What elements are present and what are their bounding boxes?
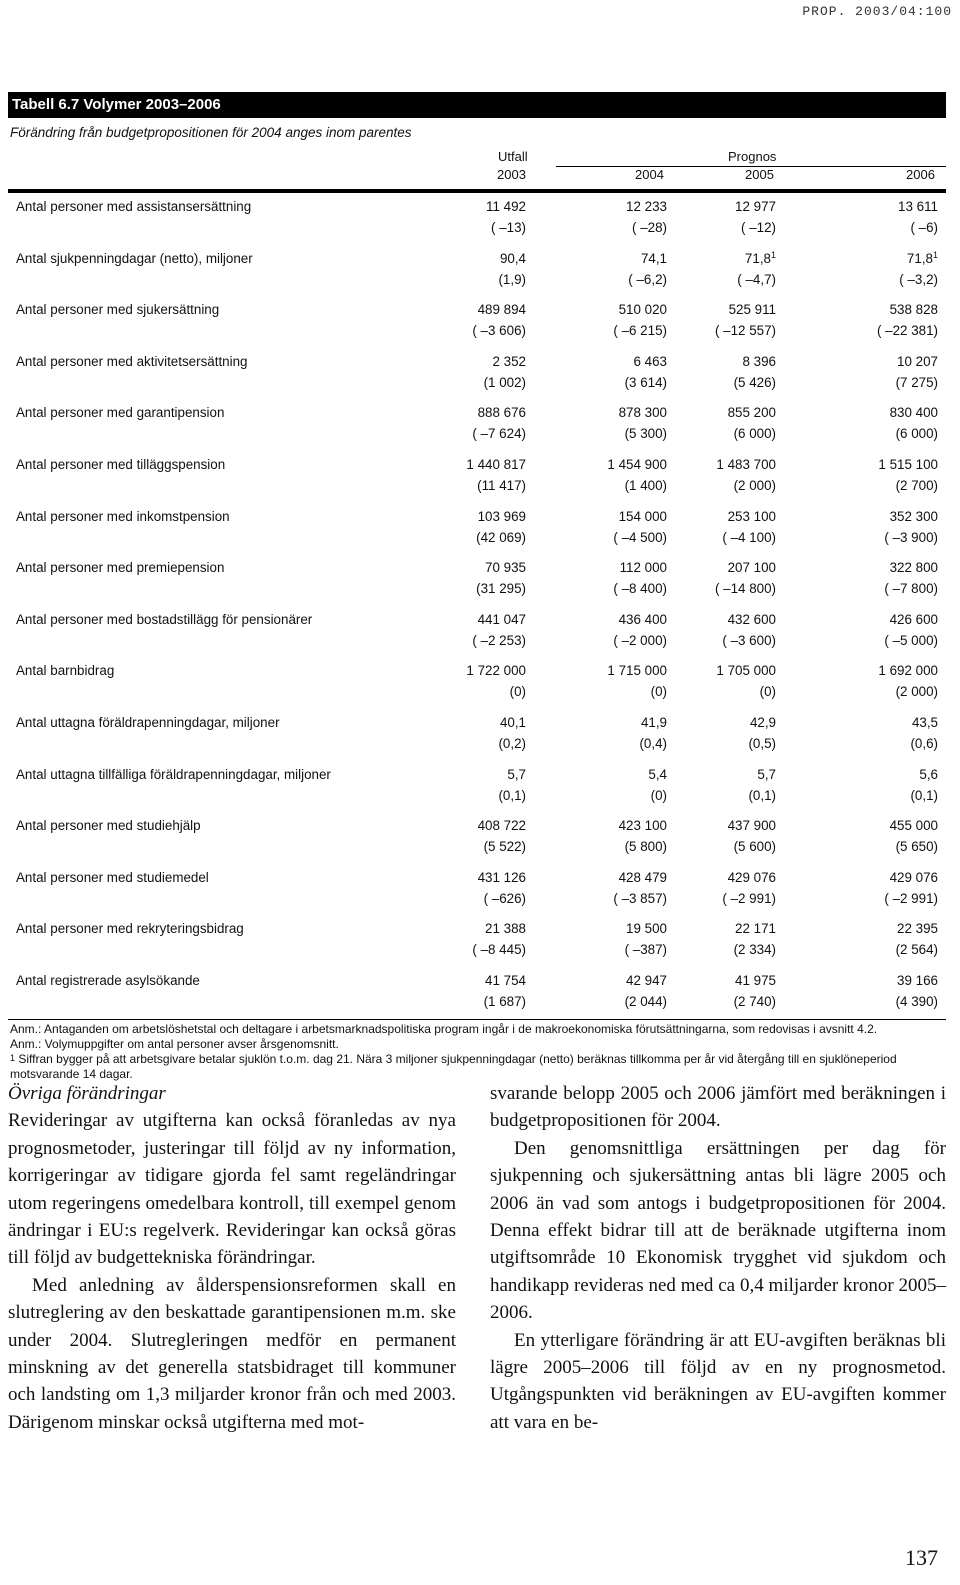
cell-value: 112 000 <box>619 560 667 576</box>
row-label: Antal sjukpenningdagar (netto), miljoner <box>16 250 253 266</box>
cell-change: (5 650) <box>895 839 938 855</box>
cell-value: 1 722 000 <box>466 663 526 679</box>
cell-change: (0) <box>759 684 776 700</box>
cell-change: (5 300) <box>624 426 667 442</box>
cell-change: ( –12) <box>741 220 776 235</box>
cell-change: (5 522) <box>483 839 526 855</box>
cell-value: 2 352 <box>492 353 526 369</box>
cell-change: ( –28) <box>632 220 667 235</box>
cell-value: 426 600 <box>889 611 938 627</box>
table-row <box>8 915 946 967</box>
cell-change: (2 044) <box>624 993 667 1009</box>
cell-change: (1 400) <box>624 477 667 493</box>
cell-value: 12 977 <box>735 199 776 214</box>
cell-change: ( –3 606) <box>472 323 526 339</box>
cell-change: ( –387) <box>624 942 667 958</box>
cell-change: (1,9) <box>498 271 526 287</box>
footnote-marker: 1 <box>10 1052 16 1063</box>
footnote-marker: 1 <box>932 249 938 260</box>
cell-value: 489 894 <box>477 302 526 318</box>
cell-value: 1 692 000 <box>878 663 938 679</box>
cell-change: ( –5 000) <box>884 632 938 648</box>
header-year-2006: 2006 <box>906 167 935 182</box>
table-row <box>8 864 946 916</box>
cell-change: (0,5) <box>748 735 776 751</box>
row-label: Antal uttagna föräldrapenningdagar, miljoner <box>16 714 280 730</box>
table-row <box>8 296 946 348</box>
footnote-marker: 1 <box>770 249 776 260</box>
row-label: Antal personer med studiehjälp <box>16 818 201 834</box>
cell-value: 253 100 <box>727 508 776 524</box>
row-label: Antal personer med sjukersättning <box>16 302 220 318</box>
cell-value: 1 440 817 <box>466 456 526 472</box>
cell-change: (5 600) <box>733 839 776 855</box>
cell-change: (7 275) <box>895 374 938 390</box>
table-title: Tabell 6.7 Volymer 2003–2006 <box>8 92 946 118</box>
cell-change: ( –2 991) <box>722 890 776 906</box>
cell-value: 154 000 <box>618 508 667 524</box>
cell-value: 22 171 <box>735 921 776 937</box>
table-row <box>8 348 946 400</box>
cell-value: 5,7 <box>507 766 526 782</box>
footnote-text: Siffran bygger på att arbetsgivare betalar sjuklön t.o.m. dag 21. Nära 3 miljoner sjukpenningdagar (netto) beräknas tillkomma per år vid återgång till en sjuklöneperiod motsvarande 14 dagar. <box>10 1051 897 1081</box>
cell-value: 428 479 <box>618 869 667 885</box>
cell-value: 429 076 <box>727 869 776 885</box>
table-notes <box>8 1022 946 1082</box>
cell-change: (0,1) <box>910 787 938 803</box>
table-row <box>8 967 946 1019</box>
cell-value: 455 000 <box>889 818 938 834</box>
cell-change: (4 390) <box>895 993 938 1009</box>
cell-change: (1 002) <box>483 374 526 390</box>
note-2: Anm.: Volymuppgifter om antal personer avser årsgenomsnitt. <box>10 1036 339 1051</box>
cell-change: (2 700) <box>895 477 938 493</box>
right-paragraph-2: Den genomsnittliga ersättningen per dag för sjukpenning och sjukersättning antas bli lägre 2005 och 2006 än vad som antogs i budgetpropositionen för 2004. Denna effekt bidrar till att de beräknade utgifterna inom utgiftsområde 10 Ekonomisk trygghet vid sjukdom och handikapp revideras ned med ca 0,4 miljarder kronor 2005–2006. <box>490 1137 946 1324</box>
table-row <box>8 554 946 606</box>
cell-change: (0) <box>650 684 667 700</box>
header-year-2003: 2003 <box>497 167 526 182</box>
cell-value: 432 600 <box>727 611 776 627</box>
row-label: Antal personer med assistansersättning <box>16 199 252 214</box>
cell-change: (0,1) <box>748 787 776 803</box>
table-bottom-rule <box>8 1019 946 1020</box>
cell-value: 322 800 <box>889 560 938 576</box>
cell-value: 1 705 000 <box>716 663 776 679</box>
left-paragraph-1: Revideringar av utgifterna kan också föranledas av nya prognosmetoder, justeringar till följd av ny information, korrigeringar av tidigare gjorda fel samt regeländringar utom regeringens omedelbara kontroll, till exempel genom ändringar i EU:s regelverk. Revideringar kan också göras till följd av budgettekniska förändringar. <box>8 1110 456 1269</box>
cell-value: 1 483 700 <box>716 456 776 472</box>
table-row <box>8 193 946 245</box>
row-label: Antal barnbidrag <box>16 663 115 679</box>
cell-change: ( –7 624) <box>472 426 526 442</box>
note-1: Anm.: Antaganden om arbetslöshetstal och deltagare i arbetsmarknadspolitiska program ingår i de makroekonomiska förutsättningarna, som redovisas i avsnitt 4.2. <box>10 1021 878 1036</box>
cell-change: ( –4 500) <box>613 529 667 545</box>
cell-change: (0,1) <box>498 787 526 803</box>
cell-value: 525 911 <box>728 302 776 318</box>
cell-change: ( –6) <box>910 220 938 235</box>
header-outcome: Utfall <box>498 149 528 164</box>
cell-value: 207 100 <box>727 560 776 576</box>
cell-change: ( –3 600) <box>722 632 776 648</box>
cell-value: 855 200 <box>727 405 776 421</box>
cell-value: 429 076 <box>889 869 938 885</box>
cell-change: ( –3 857) <box>613 890 667 906</box>
cell-value: 5,6 <box>919 766 938 782</box>
running-header: PROP. 2003/04:100 <box>802 4 952 19</box>
cell-value: 13 611 <box>898 199 938 214</box>
cell-change: ( –4,7) <box>737 271 776 287</box>
cell-value: 21 388 <box>485 921 526 937</box>
cell-value: 5,4 <box>648 766 667 782</box>
table-row <box>8 245 946 297</box>
table-row <box>8 761 946 813</box>
cell-change: ( –8 400) <box>613 581 667 597</box>
cell-value: 42 947 <box>626 972 667 988</box>
cell-change: ( –14 800) <box>714 581 776 597</box>
cell-change: ( –7 800) <box>884 581 938 597</box>
cell-value: 22 395 <box>897 921 938 937</box>
cell-value: 71,8$^1$ <box>906 249 938 266</box>
cell-change: (0,4) <box>639 735 667 751</box>
cell-value: 352 300 <box>889 508 938 524</box>
cell-value: 41 754 <box>485 972 526 988</box>
row-label: Antal personer med garantipension <box>16 405 225 421</box>
cell-change: ( –3,2) <box>899 271 938 287</box>
cell-value: 103 969 <box>477 508 526 524</box>
cell-value: 1 515 100 <box>878 456 938 472</box>
row-label: Antal personer med tilläggspension <box>16 456 226 472</box>
cell-change: (5 800) <box>624 839 667 855</box>
cell-change: ( –626) <box>483 890 526 906</box>
right-paragraph-1: svarande belopp 2005 och 2006 jämfört med beräkningen i budgetpropositionen för 2004. <box>490 1083 946 1132</box>
cell-change: ( –13) <box>491 220 526 235</box>
cell-change: ( –4 100) <box>722 529 776 545</box>
cell-value: 431 126 <box>477 869 526 885</box>
cell-value: 436 400 <box>618 611 667 627</box>
header-year-2005: 2005 <box>745 167 774 182</box>
cell-value: 878 300 <box>618 405 667 421</box>
table-row <box>8 451 946 503</box>
cell-value: 5,7 <box>757 766 776 782</box>
cell-value: 1 715 000 <box>607 663 667 679</box>
cell-value: 830 400 <box>889 405 938 421</box>
cell-change: (2 000) <box>733 477 776 493</box>
row-label: Antal personer med bostadstillägg för pensionärer <box>16 611 313 627</box>
cell-change: (2 564) <box>895 942 938 958</box>
row-label: Antal uttagna tillfälliga föräldrapenningdagar, miljoner <box>16 766 331 782</box>
table-subtitle: Förändring från budgetpropositionen för 2004 anges inom parentes <box>10 125 412 140</box>
cell-change: (2 334) <box>733 942 776 958</box>
table-row <box>8 399 946 451</box>
cell-value: 41,9 <box>640 714 667 730</box>
left-paragraph-2: Med anledning av ålderspensionsreformen skall en slutreglering av den beskattade garantipensionen m.m. ske under 2004. Slutregleringen medför en permanent minskning av det generella statsbidraget till kommuner och landsting om 1,3 miljarder kronor från och med 2003. Därigenom minskar också utgifterna med mot- <box>8 1274 456 1433</box>
cell-value: 510 020 <box>618 302 667 318</box>
row-label: Antal personer med premiepension <box>16 560 225 576</box>
row-label: Antal registrerade asylsökande <box>16 972 200 988</box>
table-row <box>8 709 946 761</box>
cell-value: 12 233 <box>626 199 667 214</box>
table-header <box>8 145 946 189</box>
cell-value: 11 492 <box>486 199 526 214</box>
right-paragraph-3: En ytterligare förändring är att EU-avgiften beräknas bli lägre 2005–2006 till följd av en ny prognosmetod. Utgångspunkten vid beräkningen av EU-avgiften kommer att vara en be- <box>490 1329 946 1433</box>
cell-change: (1 687) <box>483 993 526 1009</box>
row-label: Antal personer med aktivitetsersättning <box>16 353 248 369</box>
cell-value: 90,4 <box>499 250 526 266</box>
table-row <box>8 503 946 555</box>
cell-value: 6 463 <box>633 353 667 369</box>
cell-change: ( –12 557) <box>714 323 776 339</box>
cell-value: 74,1 <box>640 250 667 266</box>
cell-value: 538 828 <box>889 302 938 318</box>
cell-value: 40,1 <box>499 714 526 730</box>
header-year-2004: 2004 <box>635 167 664 182</box>
cell-value: 70 935 <box>485 560 526 576</box>
cell-change: (2 740) <box>733 993 776 1009</box>
cell-change: (6 000) <box>895 426 938 442</box>
cell-change: (3 614) <box>624 374 667 390</box>
cell-change: (0,6) <box>910 735 938 751</box>
cell-value: 42,9 <box>749 714 776 730</box>
cell-value: 8 396 <box>742 353 776 369</box>
row-label: Antal personer med inkomstpension <box>16 508 230 524</box>
cell-change: ( –8 445) <box>472 942 526 958</box>
cell-value: 19 500 <box>626 921 667 937</box>
page-number: 137 <box>905 1545 938 1570</box>
cell-change: (0,2) <box>498 735 526 751</box>
cell-value: 437 900 <box>727 818 776 834</box>
cell-value: 1 454 900 <box>607 456 667 472</box>
cell-change: ( –2 000) <box>613 632 667 648</box>
cell-change: (5 426) <box>733 374 776 390</box>
cell-value: 10 207 <box>897 353 938 369</box>
cell-value: 41 975 <box>735 972 776 988</box>
cell-change: ( –2 253) <box>472 632 526 648</box>
row-label: Antal personer med studiemedel <box>16 869 209 885</box>
cell-value: 423 100 <box>618 818 667 834</box>
left-column <box>8 1080 456 1436</box>
section-heading: Övriga förändringar <box>8 1083 166 1104</box>
cell-change: ( –22 381) <box>876 323 938 339</box>
cell-change: ( –3 900) <box>884 529 938 545</box>
cell-change: (31 295) <box>476 581 526 597</box>
table-body <box>8 193 946 1019</box>
cell-change: (0) <box>509 684 526 700</box>
cell-value: 408 722 <box>477 818 526 834</box>
right-column <box>490 1080 946 1436</box>
cell-value: 71,8$^1$ <box>744 249 776 266</box>
header-forecast: Prognos <box>728 149 777 164</box>
cell-change: (0) <box>650 787 667 803</box>
table-row <box>8 606 946 658</box>
cell-value: 888 676 <box>477 405 526 421</box>
cell-change: (42 069) <box>476 529 526 545</box>
forecast-rule <box>556 166 946 167</box>
cell-change: ( –2 991) <box>884 890 938 906</box>
cell-change: (2 000) <box>895 684 938 700</box>
cell-value: 441 047 <box>477 611 526 627</box>
table-row <box>8 812 946 864</box>
cell-change: ( –6 215) <box>613 323 667 339</box>
cell-change: (11 417) <box>477 477 526 493</box>
cell-change: ( –6,2) <box>628 271 667 287</box>
row-label: Antal personer med rekryteringsbidrag <box>16 921 244 937</box>
volume-table <box>8 92 946 1082</box>
cell-value: 43,5 <box>911 714 938 730</box>
cell-change: (6 000) <box>733 426 776 442</box>
table-row <box>8 657 946 709</box>
cell-value: 39 166 <box>897 972 938 988</box>
footnote-1 <box>10 1052 946 1082</box>
